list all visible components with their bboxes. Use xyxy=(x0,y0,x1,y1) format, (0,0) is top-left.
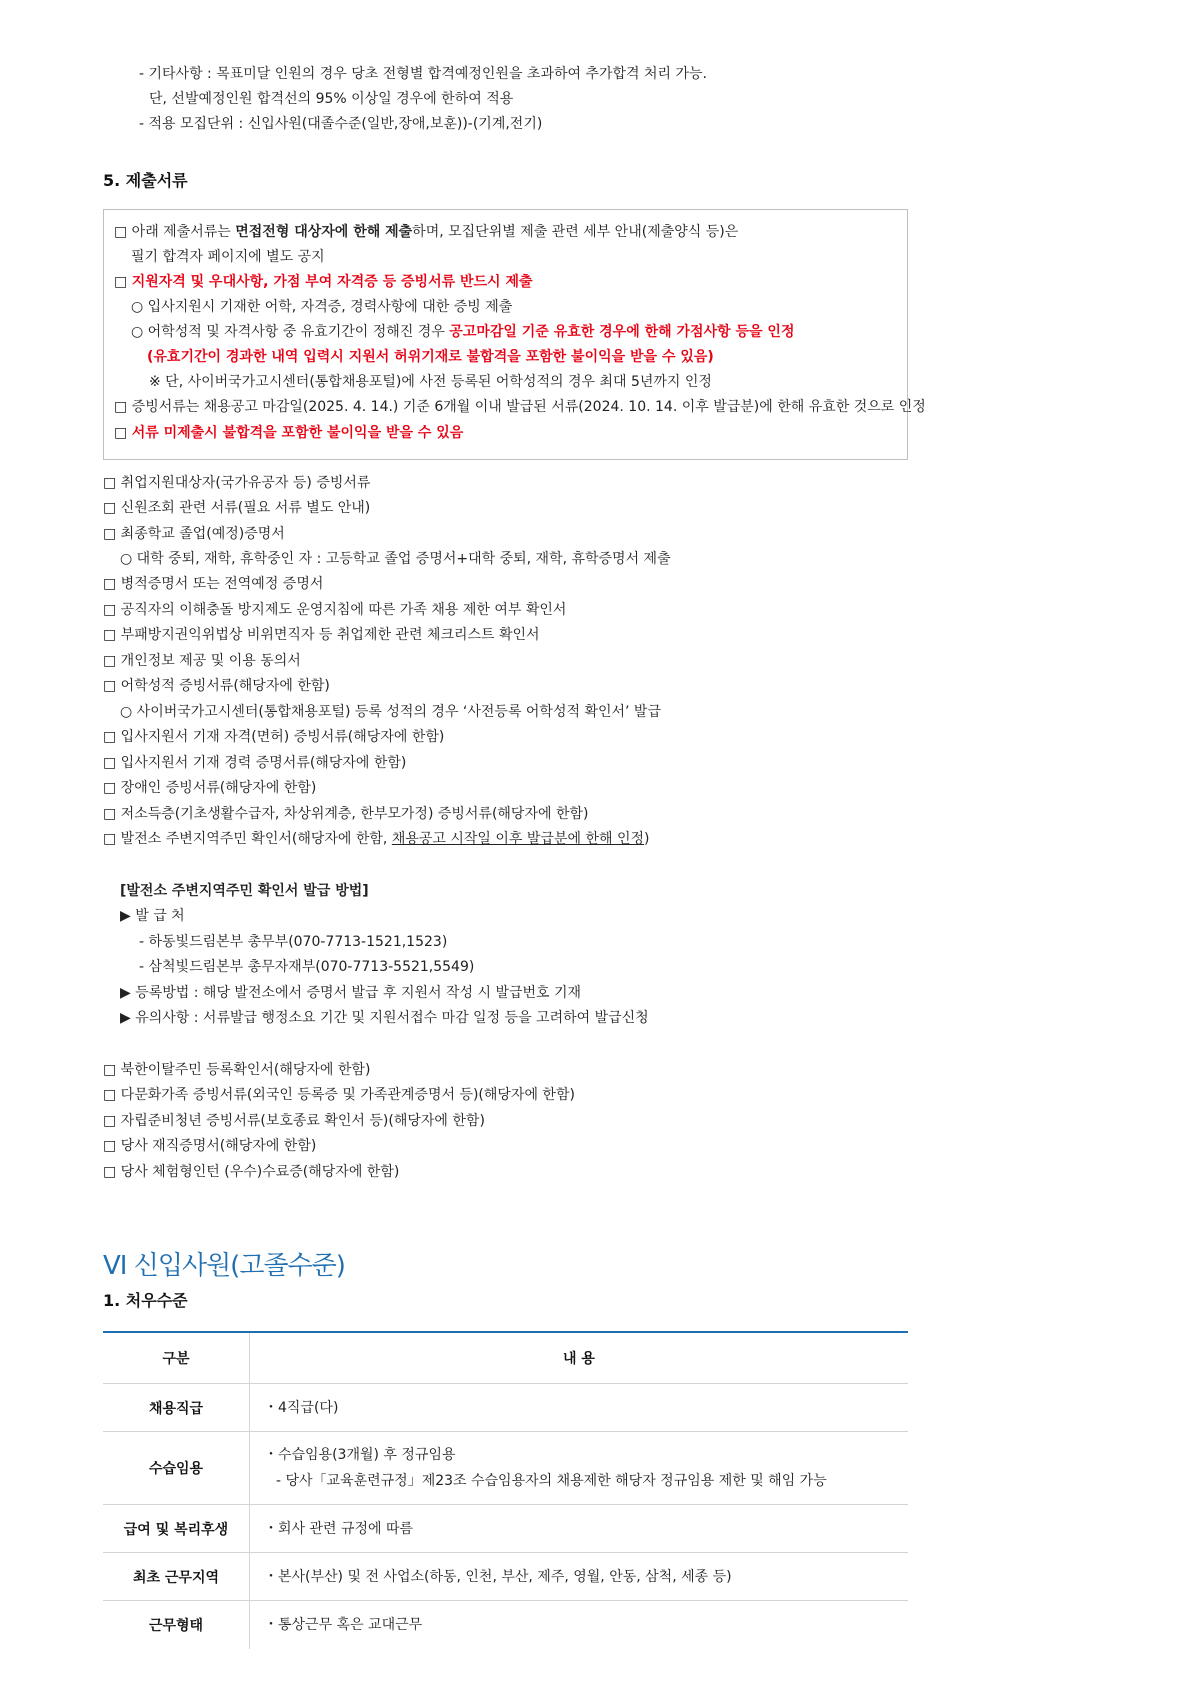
list-item: □ 공직자의 이해충돌 방지제도 운영지침에 따른 가족 채용 제한 여부 확인서 xyxy=(103,602,567,618)
list-item: □ 저소득층(기초생활수급자, 차상위계층, 한부모가정) 증빙서류(해당자에 한함) xyxy=(103,806,589,822)
list-item: ○ 사이버국가고시센터(통합채용포털) 등록 성적의 경우 ‘사전등록 어학성적 확인서’ 발급 xyxy=(120,704,661,720)
list-item: □ 다문화가족 증빙서류(외국인 등록증 및 가족관계증명서 등)(해당자에 한함) xyxy=(103,1087,575,1103)
notice-line: □ 서류 미제출시 불합격을 포함한 불이익을 받을 수 있음 xyxy=(114,425,464,441)
notice-line: 필기 합격자 페이지에 별도 공지 xyxy=(131,249,325,265)
list-item: □ 자립준비청년 증빙서류(보호종료 확인서 등)(해당자에 한함) xyxy=(103,1113,485,1129)
treatment-table xyxy=(103,1331,908,1649)
list-item: □ 어학성적 증빙서류(해당자에 한함) xyxy=(103,678,330,694)
table-row xyxy=(103,1601,908,1649)
table-value-line: ・수습임용(3개월) 후 정규임용 xyxy=(264,1447,456,1463)
table-value-cell: ・4직급(다) xyxy=(250,1384,909,1432)
table-key-cell: 최초 근무지역 xyxy=(103,1553,250,1601)
table-value-cell: ・본사(부산) 및 전 사업소(하동, 인천, 부산, 제주, 영월, 안동, 삼척, 세종 등) xyxy=(250,1553,909,1601)
notice-line: ○ 입사지원시 기재한 어학, 자격증, 경력사항에 대한 증빙 제출 xyxy=(131,299,513,315)
list-item: □ 입사지원서 기재 자격(면허) 증빙서류(해당자에 한함) xyxy=(103,729,445,745)
table-header-row xyxy=(103,1332,908,1384)
note-line: 단, 선발예정인원 합격선의 95% 이상일 경우에 한하여 적용 xyxy=(149,91,514,107)
list-item: □ 당사 재직증명서(해당자에 한함) xyxy=(103,1138,317,1154)
notice-line: (유효기간이 경과한 내역 입력시 지원서 허위기재로 불합격을 포함한 불이익을 받을 수 있음) xyxy=(147,349,714,365)
notice-line: ○ 어학성적 및 자격사항 중 유효기간이 정해진 경우 공고마감일 기준 유효한 경우에 한해 가점사항 등을 인정 xyxy=(131,324,795,340)
issue-line: ▶ 등록방법 : 해당 발전소에서 증명서 발급 후 지원서 작성 시 발급번호 기재 xyxy=(120,985,582,1001)
issue-line: - 삼척빛드림본부 총무자재부(070-7713-5521,5549) xyxy=(139,959,475,975)
table-key-cell: 근무형태 xyxy=(103,1601,250,1649)
table-row xyxy=(103,1553,908,1601)
table-value-cell: ・통상근무 혹은 교대근무 xyxy=(264,1616,423,1633)
list-item: □ 신원조회 관련 서류(필요 서류 별도 안내) xyxy=(103,500,371,516)
list-item: □ 발전소 주변지역주민 확인서(해당자에 한함, 채용공고 시작일 이후 발급분에 한해 인정) xyxy=(103,831,650,847)
note-line: - 기타사항 : 목표미달 인원의 경우 당초 전형별 합격예정인원을 초과하여 추가합격 처리 가능. xyxy=(139,66,708,82)
notice-line: □ 아래 제출서류는 면접전형 대상자에 한해 제출하며, 모집단위별 제출 관련 세부 안내(제출양식 등)은 xyxy=(114,224,739,240)
issue-line: - 하동빛드림본부 총무부(070-7713-1521,1523) xyxy=(139,934,448,950)
chapter-title: VI 신입사원(고졸수준) xyxy=(103,1251,345,1281)
issue-line: ▶ 발 급 처 xyxy=(120,908,185,924)
table-header-cell: 내 용 xyxy=(250,1332,909,1384)
table-key-cell: 채용직급 xyxy=(103,1384,250,1432)
section-title: 1. 처우수준 xyxy=(103,1291,188,1310)
subsection-title: [발전소 주변지역주민 확인서 발급 방법] xyxy=(120,883,369,899)
table-header-cell: 구분 xyxy=(103,1332,250,1384)
list-item: □ 취업지원대상자(국가유공자 등) 증빙서류 xyxy=(103,475,371,491)
list-item: □ 북한이탈주민 등록확인서(해당자에 한함) xyxy=(103,1062,371,1078)
notice-line: □ 증빙서류는 채용공고 마감일(2025. 4. 14.) 기준 6개월 이내 발급된 서류(2024. 10. 14. 이후 발급분)에 한해 유효한 것으로 인정 xyxy=(114,399,926,415)
table-row xyxy=(103,1432,908,1505)
list-item: □ 부패방지권익위법상 비위면직자 등 취업제한 관련 체크리스트 확인서 xyxy=(103,627,540,643)
table-value-cell: ・회사 관련 규정에 따름 xyxy=(250,1505,909,1553)
list-item: □ 최종학교 졸업(예정)증명서 xyxy=(103,526,285,542)
table-row xyxy=(103,1505,908,1553)
list-item: □ 개인정보 제공 및 이용 동의서 xyxy=(103,653,301,669)
list-item: □ 병적증명서 또는 전역예정 증명서 xyxy=(103,576,324,592)
list-item: ○ 대학 중퇴, 재학, 휴학중인 자 : 고등학교 졸업 증명서+대학 중퇴, 재학, 휴학증명서 제출 xyxy=(120,551,671,567)
issue-line: ▶ 유의사항 : 서류발급 행정소요 기간 및 지원서접수 마감 일정 등을 고려하여 발급신청 xyxy=(120,1010,649,1026)
list-item: □ 장애인 증빙서류(해당자에 한함) xyxy=(103,780,317,796)
table-row xyxy=(103,1384,908,1432)
table-value-cell xyxy=(250,1432,909,1505)
table-key-cell: 수습임용 xyxy=(103,1432,250,1505)
table-value-line: - 당사「교육훈련규정」제23조 수습임용자의 채용제한 해당자 정규임용 제한 및 해임 가능 xyxy=(276,1473,827,1489)
note-line: - 적용 모집단위 : 신입사원(대졸수준(일반,장애,보훈))-(기계,전기) xyxy=(139,116,543,132)
notice-line: ※ 단, 사이버국가고시센터(통합채용포털)에 사전 등록된 어학성적의 경우 최대 5년까지 인정 xyxy=(149,374,712,390)
notice-line: □ 지원자격 및 우대사항, 가점 부여 자격증 등 증빙서류 반드시 제출 xyxy=(114,274,533,290)
list-item: □ 당사 체험형인턴 (우수)수료증(해당자에 한함) xyxy=(103,1164,400,1180)
table-key-cell: 급여 및 복리후생 xyxy=(103,1505,250,1553)
section-title: 5. 제출서류 xyxy=(103,171,188,190)
list-item: □ 입사지원서 기재 경력 증명서류(해당자에 한함) xyxy=(103,755,407,771)
